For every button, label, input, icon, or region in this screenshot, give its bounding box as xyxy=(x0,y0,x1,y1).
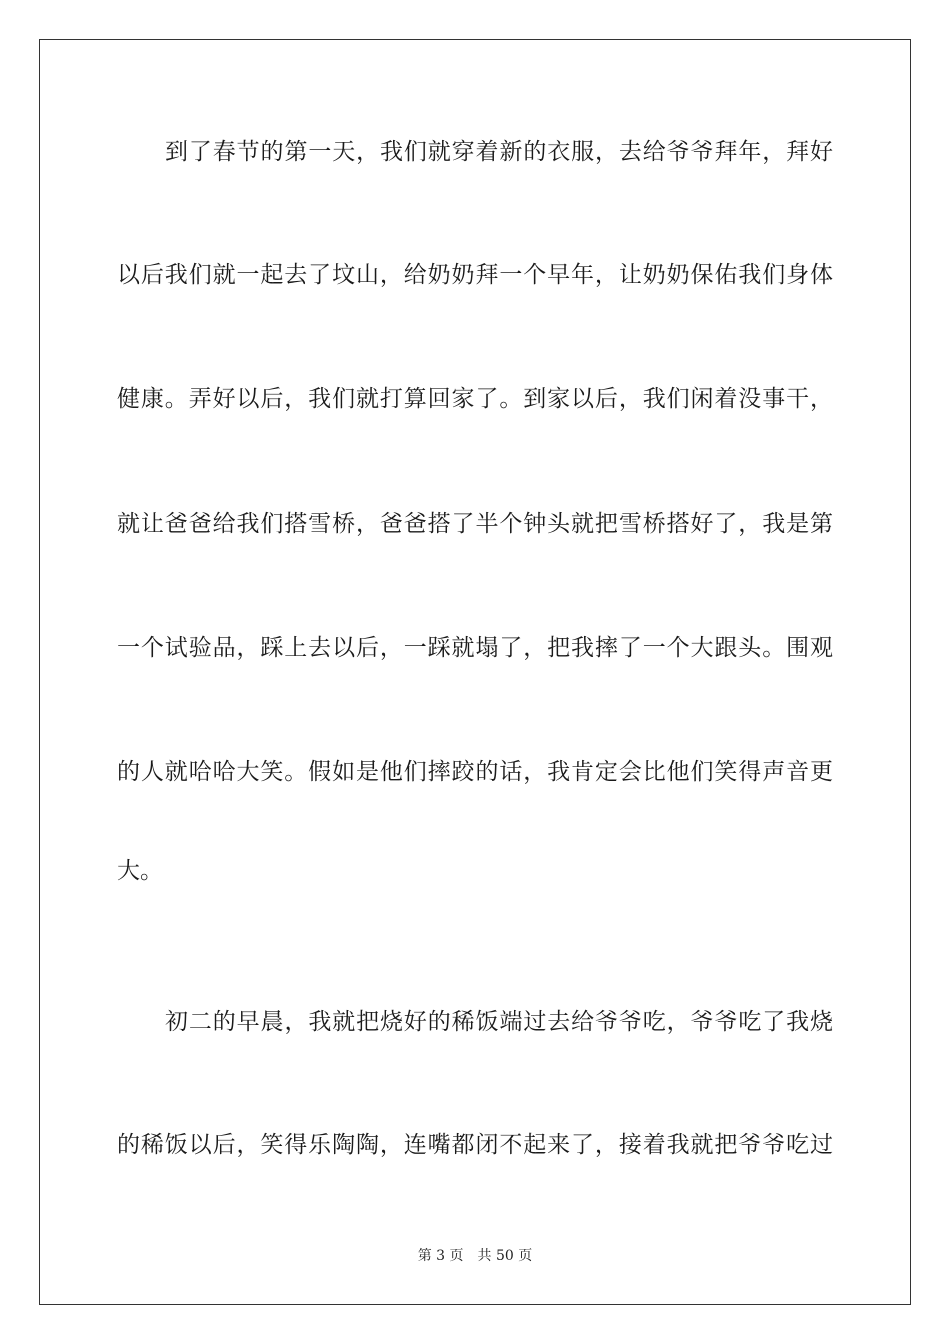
text-line: 到了春节的第一天，我们就穿着新的衣服，去给爷爷拜年，拜好 xyxy=(165,139,833,165)
text-line: 健康。弄好以后，我们就打算回家了。到家以后，我们闲着没事干， xyxy=(117,386,833,412)
text-line: 的人就哈哈大笑。假如是他们摔跤的话，我肯定会比他们笑得声音更 xyxy=(117,759,833,785)
text-line: 就让爸爸给我们搭雪桥，爸爸搭了半个钟头就把雪桥搭好了，我是第 xyxy=(117,511,833,537)
page-number: 第 3 页 xyxy=(417,1248,464,1264)
page-border xyxy=(39,39,911,1305)
text-line: 一个试验品，踩上去以后，一踩就塌了，把我摔了一个大跟头。围观 xyxy=(117,635,833,661)
text-line: 大。 xyxy=(117,858,163,884)
text-line: 初二的早晨，我就把烧好的稀饭端过去给爷爷吃，爷爷吃了我烧 xyxy=(165,1009,833,1035)
page-total: 共 50 页 xyxy=(477,1248,533,1264)
text-line: 以后我们就一起去了坟山，给奶奶拜一个早年，让奶奶保佑我们身体 xyxy=(117,262,833,288)
text-line: 的稀饭以后，笑得乐陶陶，连嘴都闭不起来了，接着我就把爷爷吃过 xyxy=(117,1132,833,1158)
page-footer xyxy=(0,1247,950,1265)
